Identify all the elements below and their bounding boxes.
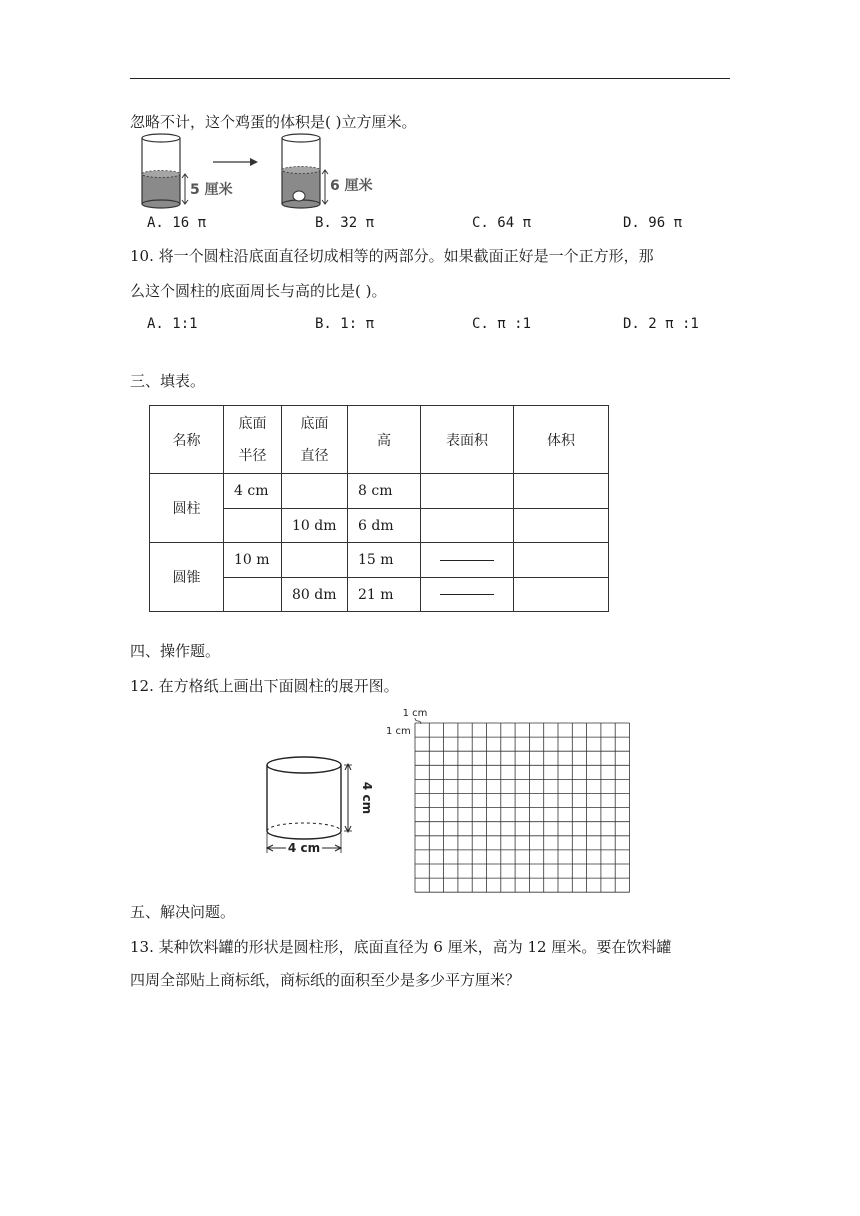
- q9-option-b: B. 32 π: [315, 215, 375, 231]
- header-height: 高: [348, 406, 421, 474]
- header-diameter-line1: 底面: [300, 415, 329, 432]
- cyl-height-label: 4 cm: [360, 781, 374, 815]
- section5-title: 五、解决问题。: [130, 903, 236, 921]
- cylinder-before-icon: [142, 134, 188, 208]
- q9-figure: [138, 132, 388, 212]
- table-row: [150, 474, 609, 509]
- section3-title: 三、填表。: [130, 372, 206, 390]
- header-radius-line2: 半径: [238, 447, 267, 464]
- cell-volume[interactable]: [514, 509, 609, 543]
- cell-surface-na: [421, 543, 514, 578]
- cell-volume[interactable]: [514, 543, 609, 578]
- header-surface: 表面积: [421, 406, 514, 474]
- q10-option-b: B. 1: π: [315, 316, 375, 332]
- cell-surface-na: [421, 578, 514, 612]
- cylinder-icon: [267, 757, 341, 839]
- group-cone: 圆锥: [150, 543, 224, 612]
- q10-option-d: D. 2 π :1: [623, 316, 699, 332]
- header-name: 名称: [150, 406, 224, 474]
- q10-text-line2: 么这个圆柱的底面周长与高的比是( )。: [130, 282, 387, 300]
- fig-before-label: 5 厘米: [190, 182, 233, 198]
- cell-surface[interactable]: [421, 509, 514, 543]
- q10-option-a: A. 1:1: [147, 316, 198, 332]
- cell-diameter: [282, 474, 348, 509]
- grid-unit-y-label: 1 cm: [386, 726, 411, 737]
- cell-diameter: 80 dm: [282, 578, 348, 612]
- q10-option-c: C. π :1: [472, 316, 532, 332]
- cell-volume[interactable]: [514, 474, 609, 509]
- cyl-width-label: 4 cm: [287, 841, 321, 855]
- q10-text-line1: 10. 将一个圆柱沿底面直径切成相等的两部分。如果截面正好是一个正方形，那: [130, 247, 654, 265]
- height-dimension-arrow: [344, 764, 352, 832]
- q9-text: 忽略不计，这个鸡蛋的体积是( )立方厘米。: [130, 113, 417, 131]
- group-cylinder: 圆柱: [150, 474, 224, 543]
- grid-lines: [415, 723, 630, 892]
- cylinder-after-icon: [282, 134, 328, 208]
- section4-title: 四、操作题。: [130, 642, 221, 660]
- table-header-row: [150, 406, 609, 474]
- q12-text: 12. 在方格纸上画出下面圆柱的展开图。: [130, 677, 399, 695]
- table-row: [150, 543, 609, 578]
- header-radius: [224, 406, 282, 474]
- header-volume: 体积: [514, 406, 609, 474]
- q12-cylinder-figure: [262, 755, 372, 860]
- fill-table: [149, 405, 609, 612]
- grid-paper[interactable]: [380, 705, 640, 895]
- header-radius-line1: 底面: [238, 415, 267, 432]
- cell-height: 15 m: [348, 543, 421, 578]
- cell-height: 8 cm: [348, 474, 421, 509]
- cell-diameter: 10 dm: [282, 509, 348, 543]
- cell-radius[interactable]: [224, 509, 282, 543]
- cell-radius: 4 cm: [224, 474, 282, 509]
- cell-surface[interactable]: [421, 474, 514, 509]
- grid-unit-x-label: 1 cm: [402, 708, 428, 719]
- q9-option-a: A. 16 π: [147, 215, 207, 231]
- cell-height: 21 m: [348, 578, 421, 612]
- cell-radius[interactable]: [224, 578, 282, 612]
- dash-line: [440, 594, 494, 595]
- header-rule: [130, 78, 730, 79]
- q9-option-c: C. 64 π: [472, 215, 532, 231]
- cell-radius: 10 m: [224, 543, 282, 578]
- header-diameter-line2: 直径: [300, 447, 329, 464]
- arrow-right-icon: [213, 158, 258, 166]
- cell-volume[interactable]: [514, 578, 609, 612]
- fig-after-label: 6 厘米: [330, 178, 373, 194]
- q9-option-d: D. 96 π: [623, 215, 683, 231]
- dash-line: [440, 560, 494, 561]
- cell-height: 6 dm: [348, 509, 421, 543]
- header-diameter: [282, 406, 348, 474]
- cell-diameter[interactable]: [282, 543, 348, 578]
- q13-text-line2: 四周全部贴上商标纸，商标纸的面积至少是多少平方厘米？: [130, 971, 521, 989]
- q13-text-line1: 13. 某种饮料罐的形状是圆柱形，底面直径为 6 厘米，高为 12 厘米。要在饮料罐: [130, 938, 672, 956]
